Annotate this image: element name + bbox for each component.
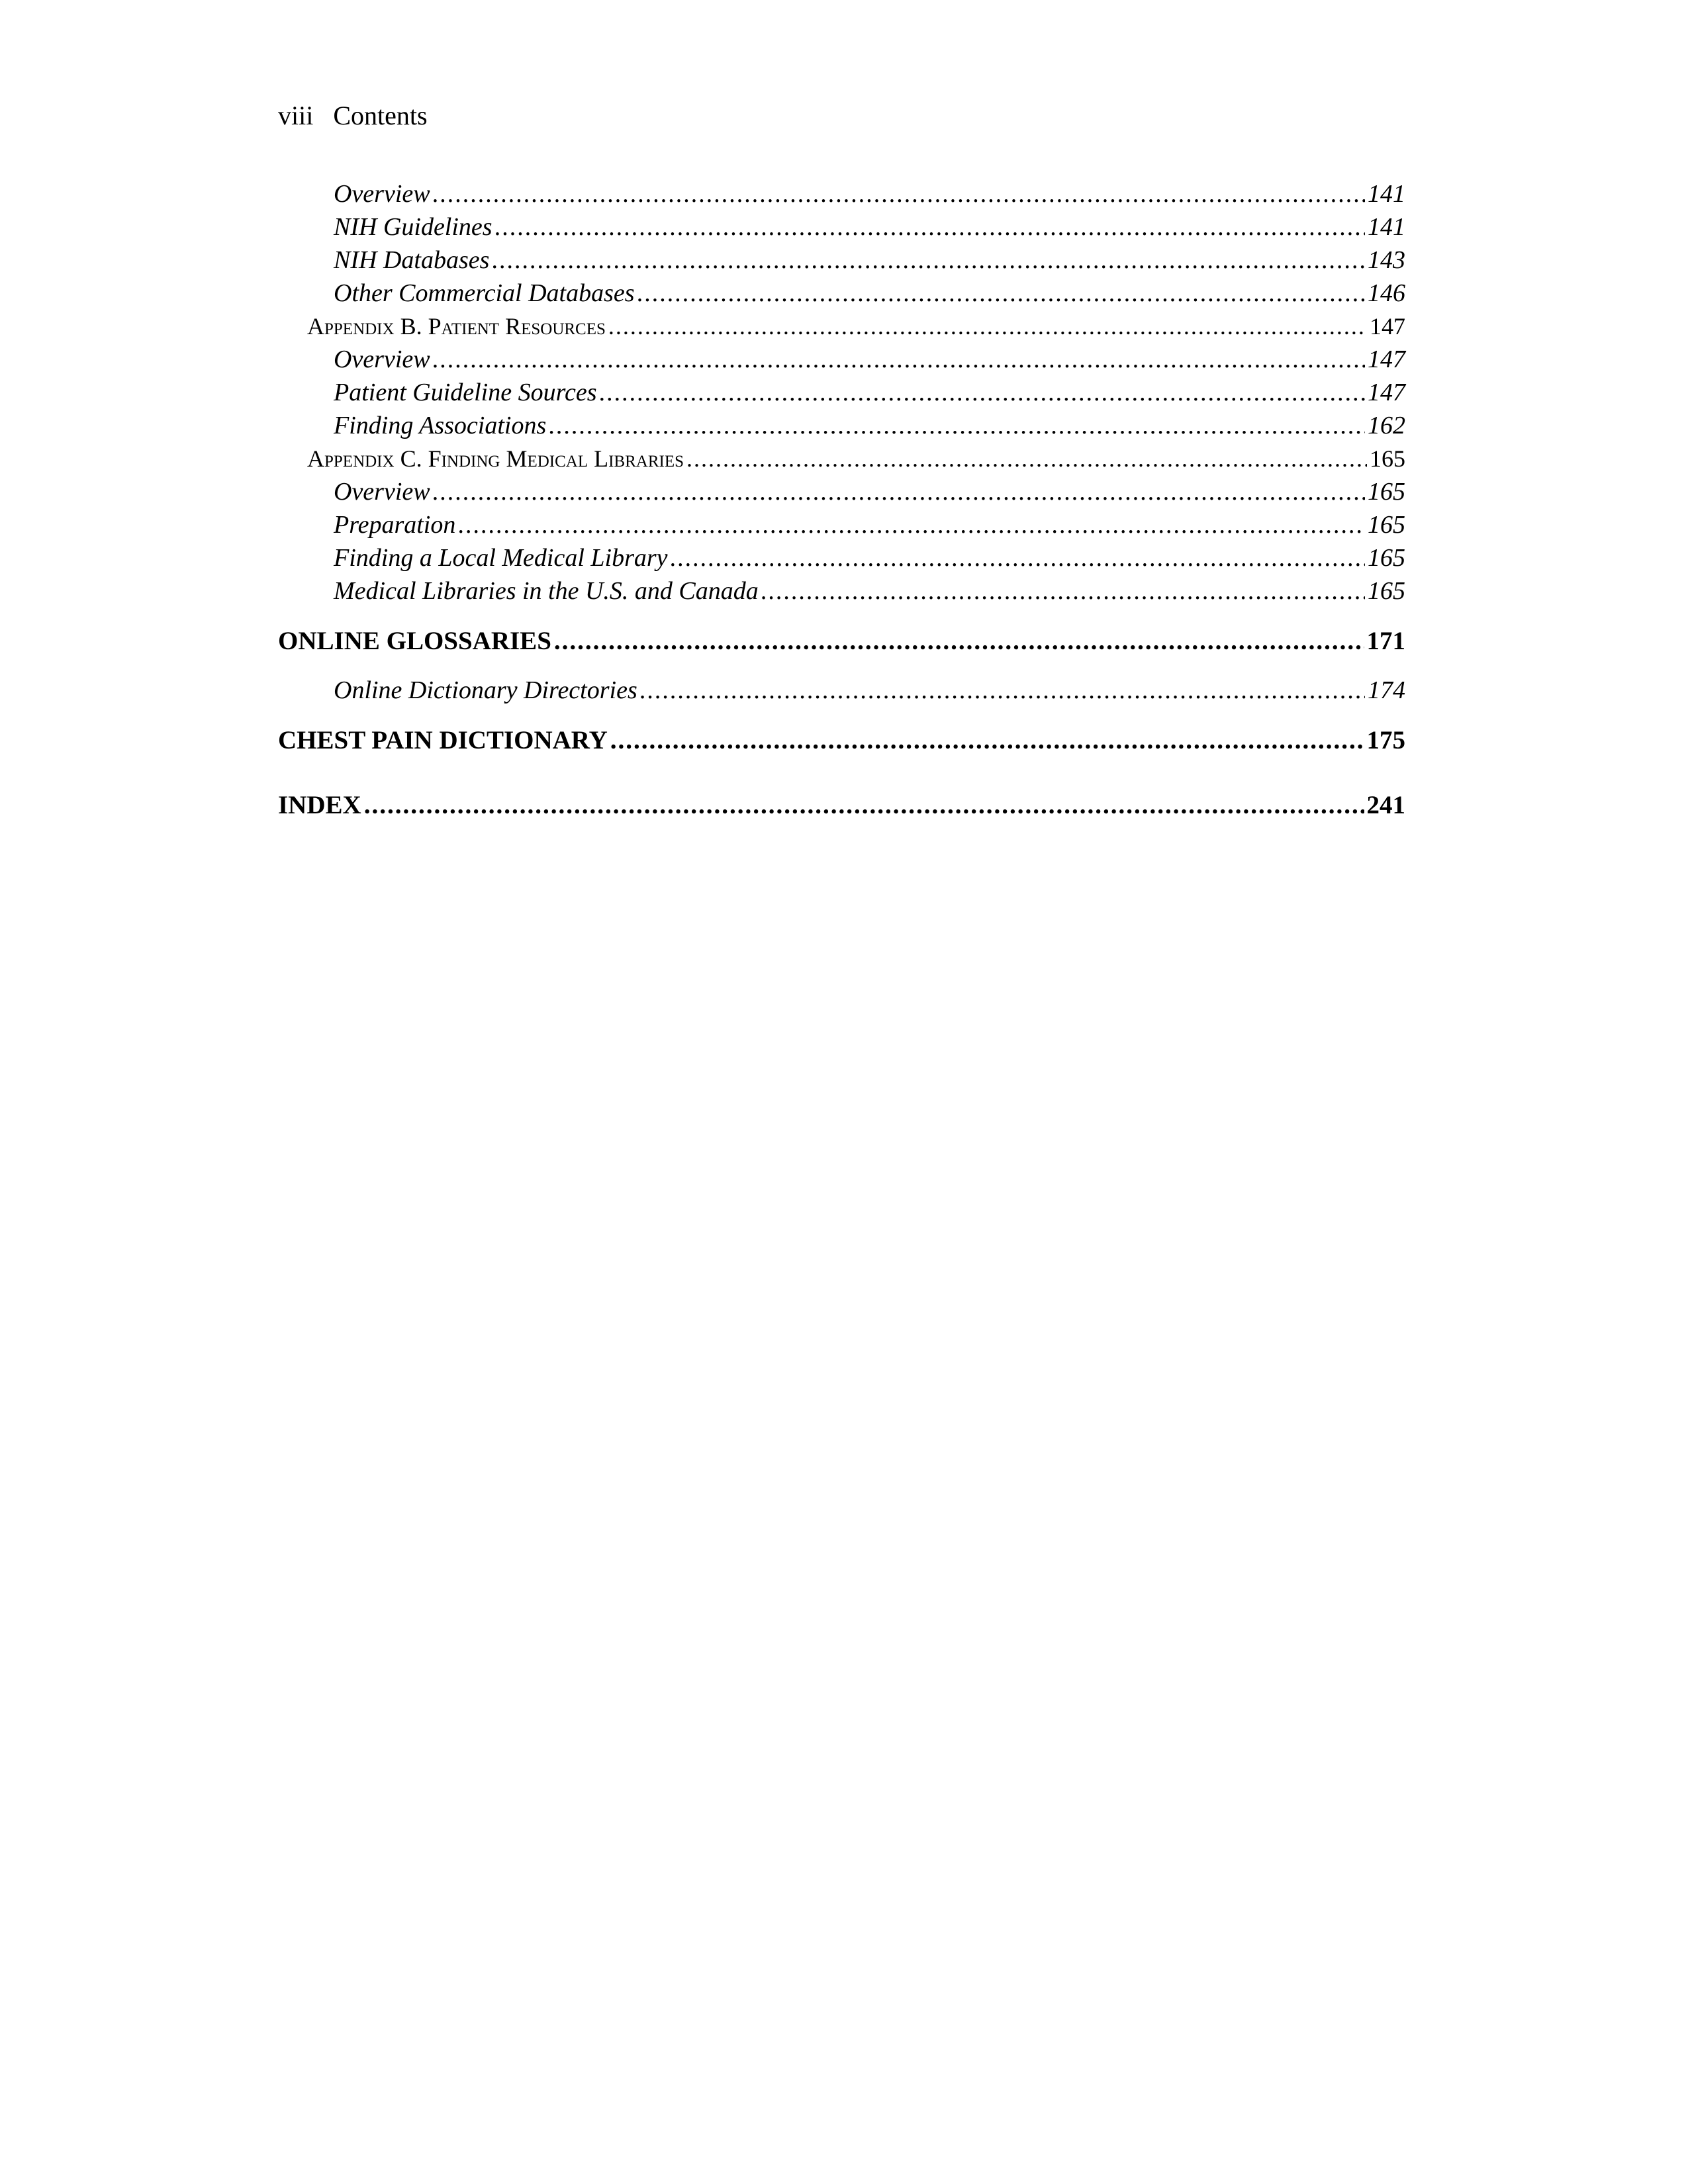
toc-entry-page: 162 [1368,412,1405,439]
toc-entry [278,409,1405,442]
toc-entry-page: 143 [1368,246,1405,274]
dot-leader [554,625,1364,658]
page-title: Contents [333,101,428,130]
dot-leader [671,541,1365,574]
toc-entry-page: 141 [1368,213,1405,241]
running-head [278,99,428,132]
toc-entry-title: INDEX [278,791,361,819]
toc-entry-page: 241 [1366,791,1405,819]
toc-entry-title: Finding Associations [334,412,547,439]
toc-appendix-entry [278,442,1405,475]
dot-leader [433,475,1365,508]
toc-chapter-entry [278,625,1405,658]
dot-leader [640,674,1365,707]
toc-entry [278,244,1405,277]
toc-entry-page: 147 [1368,345,1405,373]
toc-entry [278,210,1405,244]
toc-entry-title: Overview [334,345,430,373]
toc-entry [278,376,1405,409]
dot-leader [433,343,1365,376]
toc-entry-title: Other Commercial Databases [334,279,635,307]
toc-entry-title: NIH Guidelines [334,213,492,241]
toc-appendix-entry [278,310,1405,343]
page-number: viii [278,101,314,130]
dot-leader [686,442,1367,475]
toc-entry-title: Overview [334,478,430,506]
toc-chapter-entry [278,724,1405,757]
dot-leader [637,277,1365,310]
toc-entry-title: Preparation [334,511,456,539]
dot-leader [610,724,1364,757]
toc-entry-title: Finding a Local Medical Library [334,544,668,572]
dot-leader [549,409,1365,442]
toc-entry [278,574,1405,608]
dot-leader [433,177,1365,210]
toc-entry [278,475,1405,508]
toc-entry-page: 171 [1366,627,1405,655]
toc-entry-title: Appendix C. Finding Medical Libraries [307,445,684,472]
toc-entry-page: 175 [1366,726,1405,754]
toc-entry-title: Appendix B. Patient Resources [307,313,606,340]
toc-entry-page: 165 [1368,511,1405,539]
dot-leader [761,574,1365,608]
dot-leader [492,244,1365,277]
dot-leader [608,310,1367,343]
toc-entry-title: Overview [334,180,430,208]
toc-entry [278,343,1405,376]
toc-entry [278,674,1405,707]
toc-entry-page: 165 [1368,577,1405,605]
dot-leader [495,210,1365,244]
toc-entry-page: 174 [1368,676,1405,704]
toc-entry [278,508,1405,541]
toc-entry-page: 165 [1368,544,1405,572]
toc-entry-page: 165 [1370,445,1405,472]
toc-entry [278,541,1405,574]
table-of-contents [278,177,1405,822]
toc-entry-title: ONLINE GLOSSARIES [278,627,551,655]
dot-leader [364,789,1364,822]
dot-leader [600,376,1366,409]
toc-entry-title: Patient Guideline Sources [334,379,597,406]
toc-entry [278,277,1405,310]
toc-entry-title: Online Dictionary Directories [334,676,637,704]
toc-entry [278,177,1405,210]
toc-entry-page: 147 [1370,313,1405,340]
toc-entry-title: CHEST PAIN DICTIONARY [278,726,608,754]
dot-leader [458,508,1365,541]
toc-entry-page: 165 [1368,478,1405,506]
toc-entry-page: 141 [1368,180,1405,208]
toc-entry-page: 147 [1368,379,1405,406]
toc-entry-title: Medical Libraries in the U.S. and Canada [334,577,759,605]
toc-entry-title: NIH Databases [334,246,490,274]
toc-entry-page: 146 [1368,279,1405,307]
toc-chapter-entry [278,789,1405,822]
